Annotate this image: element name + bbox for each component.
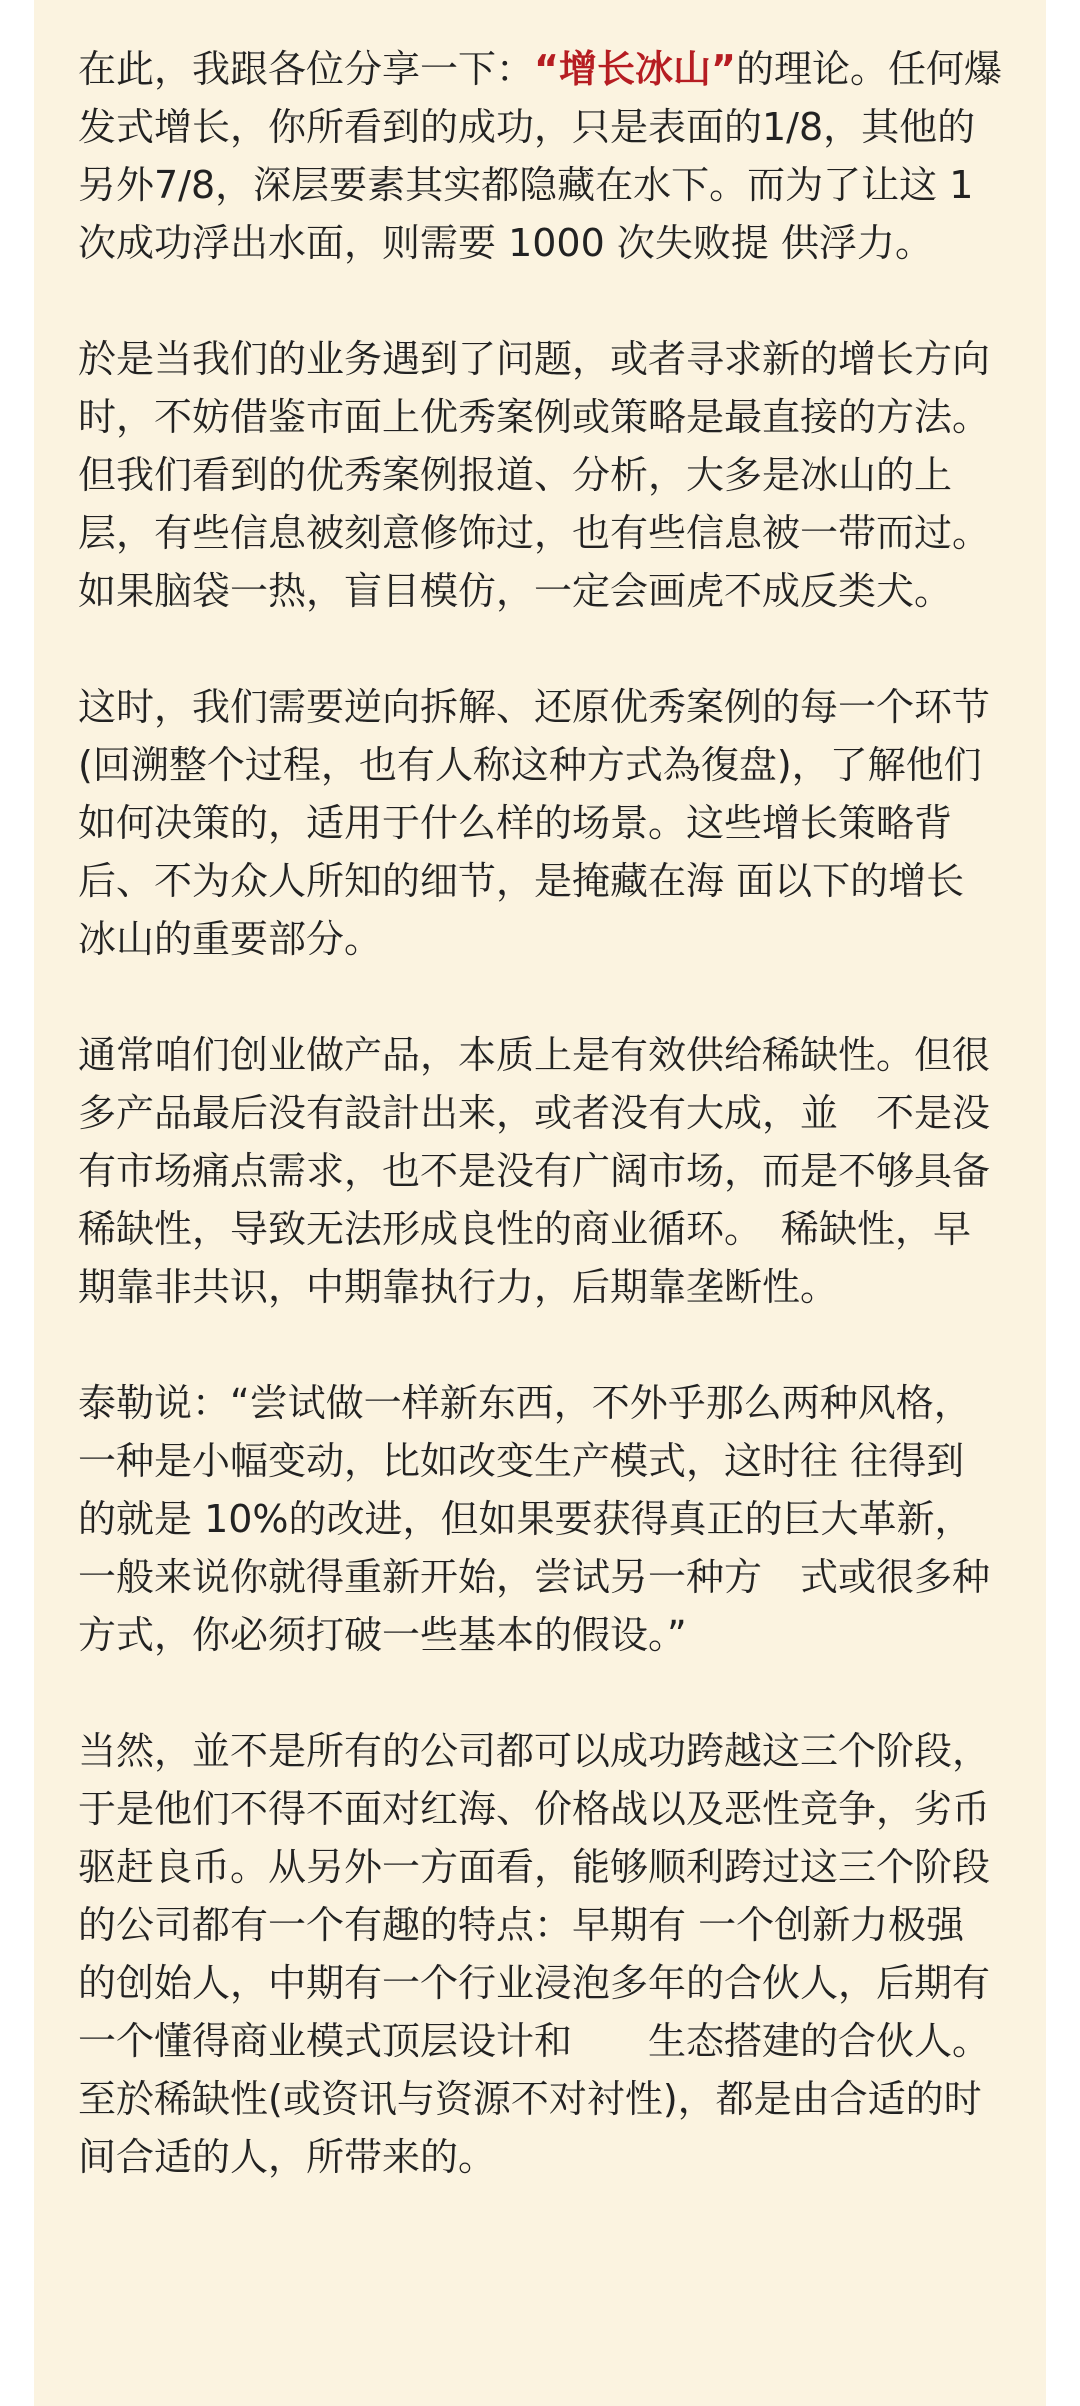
paragraph-three-stages: 当然，並不是所有的公司都可以成功跨越这三个阶段，于是他们不得不面对红海、价格战以及恶性竞争，劣币驱赶良币。从另外一方面看，能够顺利跨过这三个阶段的公司都有一个有趣的特点：早期有 一个创新力极强的创始人，中期有一个行业浸泡多年的合伙人，后期有一个懂得商业模式顶层设计和 生态搭建的合伙人。至於稀缺性(或资讯与资源不对衬性)，都是由合适的时间合适的人，所带来的。 <box>78 1729 991 2179</box>
paragraph-reverse-engineering: 这时，我们需要逆向拆解、还原优秀案例的每一个环节(回溯整个过程，也有人称这种方式為復盘)，了解他们如何决策的，适用于什么样的场景。这些增长策略背后、不为众人所知的细节，是掩藏在海 面以下的增长冰山的重要部分。 <box>78 685 991 961</box>
paragraph-taylor-quote: 泰勒说：“尝试做一样新东西，不外乎那么两种风格，一种是小幅变动，比如改变生产模式，这时往 往得到的就是 10%的改进，但如果要获得真正的巨大革新，一般来说你就得重新开始，尝试另一种方 式或很多种方式，你必须打破一些基本的假设。” <box>78 1381 991 1657</box>
intro-text-after: 的理论。任何爆发式增长，你所看到的成功，只是表面的1/8，其他的另外7/8，深层要素其实都隐藏在水下。而为了让这 1 次成功浮出水面，则需要 1000 次失败提 供浮力。 <box>78 47 1002 265</box>
paragraph-intro <box>78 40 1002 272</box>
growth-iceberg-highlight: “增长冰山” <box>534 47 736 91</box>
intro-text-before: 在此，我跟各位分享一下： <box>78 47 535 91</box>
paragraph-business-problem: 於是当我们的业务遇到了问题，或者寻求新的增长方向时，不妨借鉴市面上优秀案例或策略是最直接的方法。但我们看到的优秀案例报道、分析，大多是冰山的上层，有些信息被刻意修饰过，也有些信息被一带而过。如果脑袋一热，盲目模仿，一定会画虎不成反类犬。 <box>78 337 991 613</box>
paragraph-scarcity: 通常咱们创业做产品，本质上是有效供给稀缺性。但很多产品最后没有設計出来，或者没有大成，並 不是没有市场痛点需求，也不是没有广阔市场，而是不够具备稀缺性，导致无法形成良性的商业循环。 稀缺性，早期靠非共识，中期靠执行力，后期靠垄断性。 <box>78 1033 991 1309</box>
